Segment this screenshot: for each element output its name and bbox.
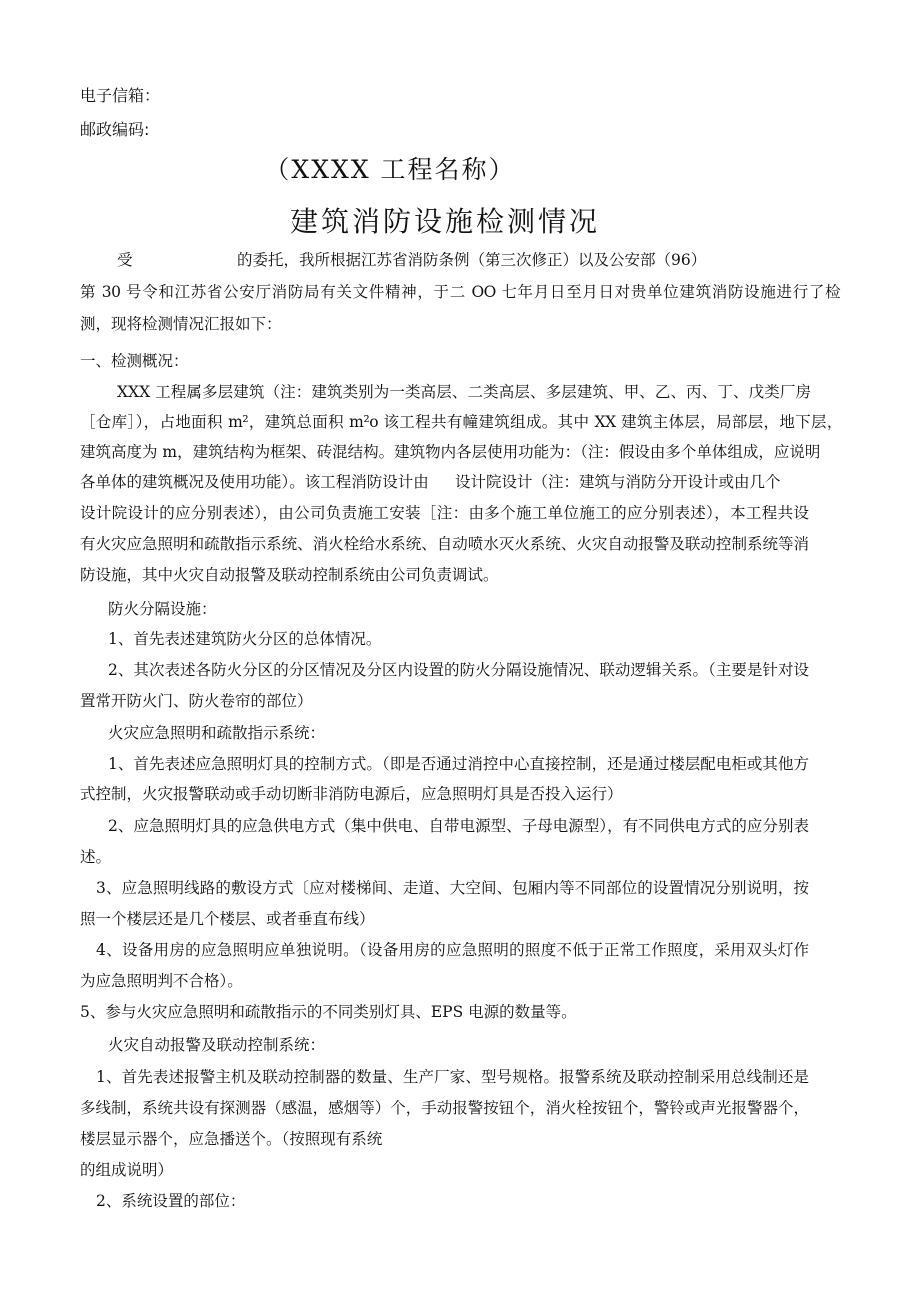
section-1-line: 设计院设计（注：建筑与消防分开设计或由几个: [455, 473, 781, 491]
emergency-lighting-item: 为应急照明判不合格）。: [80, 972, 243, 990]
emergency-lighting-item: 1、首先表述应急照明灯具的控制方式。（即是否通过消控中心直接控制，还是通过楼层配电柜或其他方: [108, 755, 809, 773]
alarm-system-item: 的组成说明）: [80, 1161, 174, 1179]
section-1-line: 建筑高度为 m，建筑结构为框架、砖混结构。建筑物内各层使用功能为：（注：假设由多个单体组成，应说明: [80, 443, 821, 461]
project-name-title: （XXXX 工程名称）: [264, 155, 516, 184]
fire-separation-item: 置常开防火门、防火卷帘的部位）: [80, 692, 313, 710]
fire-separation-item: 2、其次表述各防火分区的分区情况及分区内设置的防火分隔设施情况、联动逻辑关系。（主要是针对设: [108, 661, 809, 679]
emergency-lighting-item: 照一个楼层还是几个楼层、或者垂直布线）: [80, 910, 375, 928]
postcode-label: 邮政编码:: [80, 120, 150, 139]
emergency-lighting-item: 3、应急照明线路的敷设方式〔应对楼梯间、走道、大空间、包厢内等不同部位的设置情况分别说明，按: [96, 879, 809, 897]
section-1-line: 有火灾应急照明和疏散指示系统、消火栓给水系统、自动喷水灭火系统、火灾自动报警及联动控制系统等消: [80, 535, 809, 553]
email-label: 电子信箱：: [80, 86, 161, 105]
alarm-system-item: 多线制，系统共设有探测器（感温，感烟等）个，手动报警按钮个，消火栓按钮个，警铃或声光报警器个，: [80, 1099, 809, 1117]
section-1-line: 设计院设计的应分别表述），由公司负责施工安装［注：由多个施工单位施工的应分别表述），本工程共设: [80, 504, 809, 522]
intro-line-1b: 的委托，我所根据江苏省消防条例（第三次修正）以及公安部（96）: [237, 251, 707, 269]
emergency-lighting-heading: 火灾应急照明和疏散指示系统：: [108, 724, 326, 742]
fire-separation-heading: 防火分隔设施：: [108, 600, 217, 618]
emergency-lighting-item: 式控制，火灾报警联动或手动切断非消防电源后，应急照明灯具是否投入运行）: [80, 785, 623, 803]
section-1-line: 各单体的建筑概况及使用功能）。该工程消防设计由: [80, 473, 429, 491]
alarm-system-heading: 火灾自动报警及联动控制系统：: [108, 1036, 326, 1054]
emergency-lighting-item: 5、参与火灾应急照明和疏散指示的不同类别灯具、EPS 电源的数量等。: [80, 1003, 577, 1021]
section-1-line: ［仓库］），占地面积 m²，建筑总面积 m²o 该工程共有幢建筑组成。其中 XX 建筑主体层，局部层，地下层，: [80, 413, 842, 431]
emergency-lighting-item: 4、设备用房的应急照明应单独说明。（设备用房的应急照明的照度不低于正常工作照度，采用双头灯作: [96, 941, 809, 959]
alarm-system-item: 楼层显示器个，应急播送个。（按照现有系统: [80, 1130, 383, 1148]
intro-line-3: 测，现将检测情况汇报如下：: [80, 315, 282, 333]
fire-separation-item: 1、首先表述建筑防火分区的总体情况。: [108, 630, 382, 648]
section-1-line: 防设施，其中火灾自动报警及联动控制系统由公司负责调试。: [80, 566, 499, 584]
report-title: 建筑消防设施检测情况: [289, 205, 600, 238]
emergency-lighting-item: 2、应急照明灯具的应急供电方式（集中供电、自带电源型、子母电源型），有不同供电方式的应分别表: [108, 817, 809, 835]
intro-line-1a: 受: [117, 251, 133, 269]
section-1-heading: 一、检测概况：: [80, 352, 189, 370]
alarm-system-item: 2、系统设置的部位：: [96, 1192, 246, 1210]
emergency-lighting-item: 述。: [80, 848, 112, 866]
intro-line-2: 第 30 号令和江苏省公安厅消防局有关文件精神，于二 OO 七年月日至月日对贵单位建筑消防设施进行了检: [80, 283, 840, 301]
alarm-system-item: 1、首先表述报警主机及联动控制器的数量、生产厂家、型号规格。报警系统及联动控制采用总线制还是: [96, 1068, 809, 1086]
section-1-line: XXX 工程属多层建筑（注：建筑类别为一类高层、二类高层、多层建筑、甲、乙、丙、丁、戊类厂房: [117, 383, 811, 401]
